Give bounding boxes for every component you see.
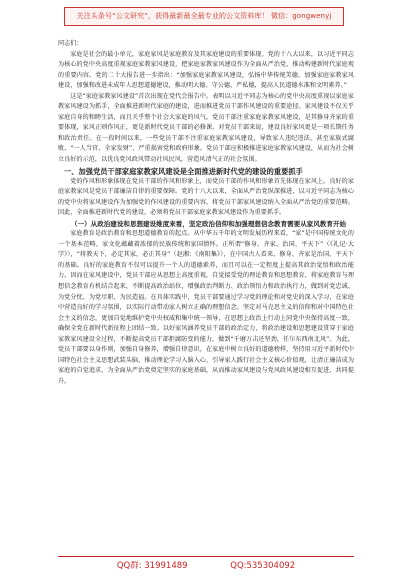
footer	[58, 559, 354, 573]
footer-divider	[58, 556, 354, 557]
paragraph: 家庭教育是政治教育和思想道德教育的起点。从中华五千年的文明发展历程来看，“家”是中国传统文化的一个基本范畴，家文化蕴藏着浓郁的民族传统和家国情怀。正所谓“修身、齐家、治国、平天下”（《礼记·大学》），“将教天下，必定其家，必正其身”（赵湘：《南阳集》），在中国古人看来，修身、齐家是治国、平天下的基础。良好的家庭教育不仅可以提升一个人的道德素养，而且可以在一定程度上提高其政治觉悟和政治能力。因而在家风建设中，党员干部应从思想上高度重视，自觉接受党的理论教育和思想教育，将家庭教育与理想信念教育有机结合起来，不断提高政治站位，增强政治判断力、政治领悟力和政治执行力，做到对党忠诚、为党分忧、为党尽职、为民造福。在具体实践中，党员干部要通过学习党的理论和对党史的深入学习，在家庭中营造良好的学习氛围，以实际行动带动家人树立正确的理想信念，坚定对马克思主义的信仰和对中国特色社会主义的信念，更加自觉地维护党中央权威和集中统一领导，在思想上政治上行动上同党中央保持高度一致，确保全党在新时代新征程上团结一致。以好家风涵养党员干部的政治定力，将政治建设和思想建设贯穿于家庭家教家风建设全过程，不断提高党员干部拒腐防变的能力，做到“千磨万击还坚劲，任尔东西南北风”。为此，党员干部要以身作则，加强自身修养，增强自律意识，在家庭中树立良好的道德榜样，坚持用习近平新时代中国特色社会主义思想武装头脑，推动理论学习入脑入心，引导家人践行社会主义核心价值观，让清正廉洁成为家庭的自觉追求，为全面从严治党奠定坚实的家庭基础，从而推动家风建设与党风政风建设相互促进、共同提升。	[58, 230, 354, 385]
subsection-heading: （一）从政治建设和思想建设维度来看，坚定政治信仰和加强理想信念教育需要从家风教育开始	[71, 219, 347, 228]
footer-qq-group: QQ群: 31991489	[116, 561, 188, 571]
promo-banner: 关注头条号“公文研究”，获得最新最全最专业的公文资料库！ 微信：gongwenyj	[64, 7, 344, 26]
salutation: 同志们：	[58, 40, 83, 47]
paragraph: 家庭是社会的最小单元，家庭家风是家庭教育及其家庭建设的重要体现。党的十八大以来，以习近平同志为核心的党中央高度重视家庭家教家风建设，把家庭家教家风建设作为全面从严治党、推动构建新时代家庭观的重要内容。党的二十大报告进一步指出：“加强家庭家教家风建设，弘扬中华传统美德，加强家庭家教家风建设，加强和改进未成年人思想道德建设，推动明大德、守公德、严私德，提高人民道德水准和文明素养。”	[58, 50, 354, 90]
paragraph: 党的作风和形象体现在党员干部的作风和形象上，而党员干部的作风和形象首先体现在家风上。良好的家庭家教家风是党员干部廉洁自律的重要保障。党的十八大以来，全面从严治党纵深推进，以习近平同志为核心的党中央将家风建设作为加强党的作风建设的重要内容，将党员干部家风建设纳入全面从严治党的重要范畴。因此，全面推进新时代党的建设，必须将党员干部家庭家教家风建设作为重要抓手。	[58, 177, 354, 217]
document-body	[58, 39, 354, 388]
footer-qq: QQ:535304092	[230, 561, 296, 571]
section-heading: 一、加强党员干部家庭家教家风建设是全面推进新时代党的建设的重要抓手	[64, 166, 303, 176]
paragraph: 这是“家庭家教家风建设”首次出现在党代会报告中。表明以习近平同志为核心的党中央高度重视以家庭家教家风建设为抓手，全面推进新时代家庭的建设，进而推进党员干部作风建设的重要途径。家风建设不仅关乎家庭自身的和睦生活，而且关乎整个社会大家庭的风气。党员干部注重家庭家教家风建设，是其修身齐家的重要体现，家风正则作风正，更是新时代党员干部的必修课。对党员干部来说，建设良好家风更是一项长期任务和政治责任。在一段时间以来，一些党员干部不注重家庭家教家风建设，导致家人违纪违法，甚至家族式腐败、“一人当官、全家发财”，严重损害党和政府形象。党员干部应积极推进家庭家教家风建设，从而为社会树立良好的示范，以优良党风政风带动社风民风，营造风清气正的社会氛围。	[58, 92, 354, 164]
